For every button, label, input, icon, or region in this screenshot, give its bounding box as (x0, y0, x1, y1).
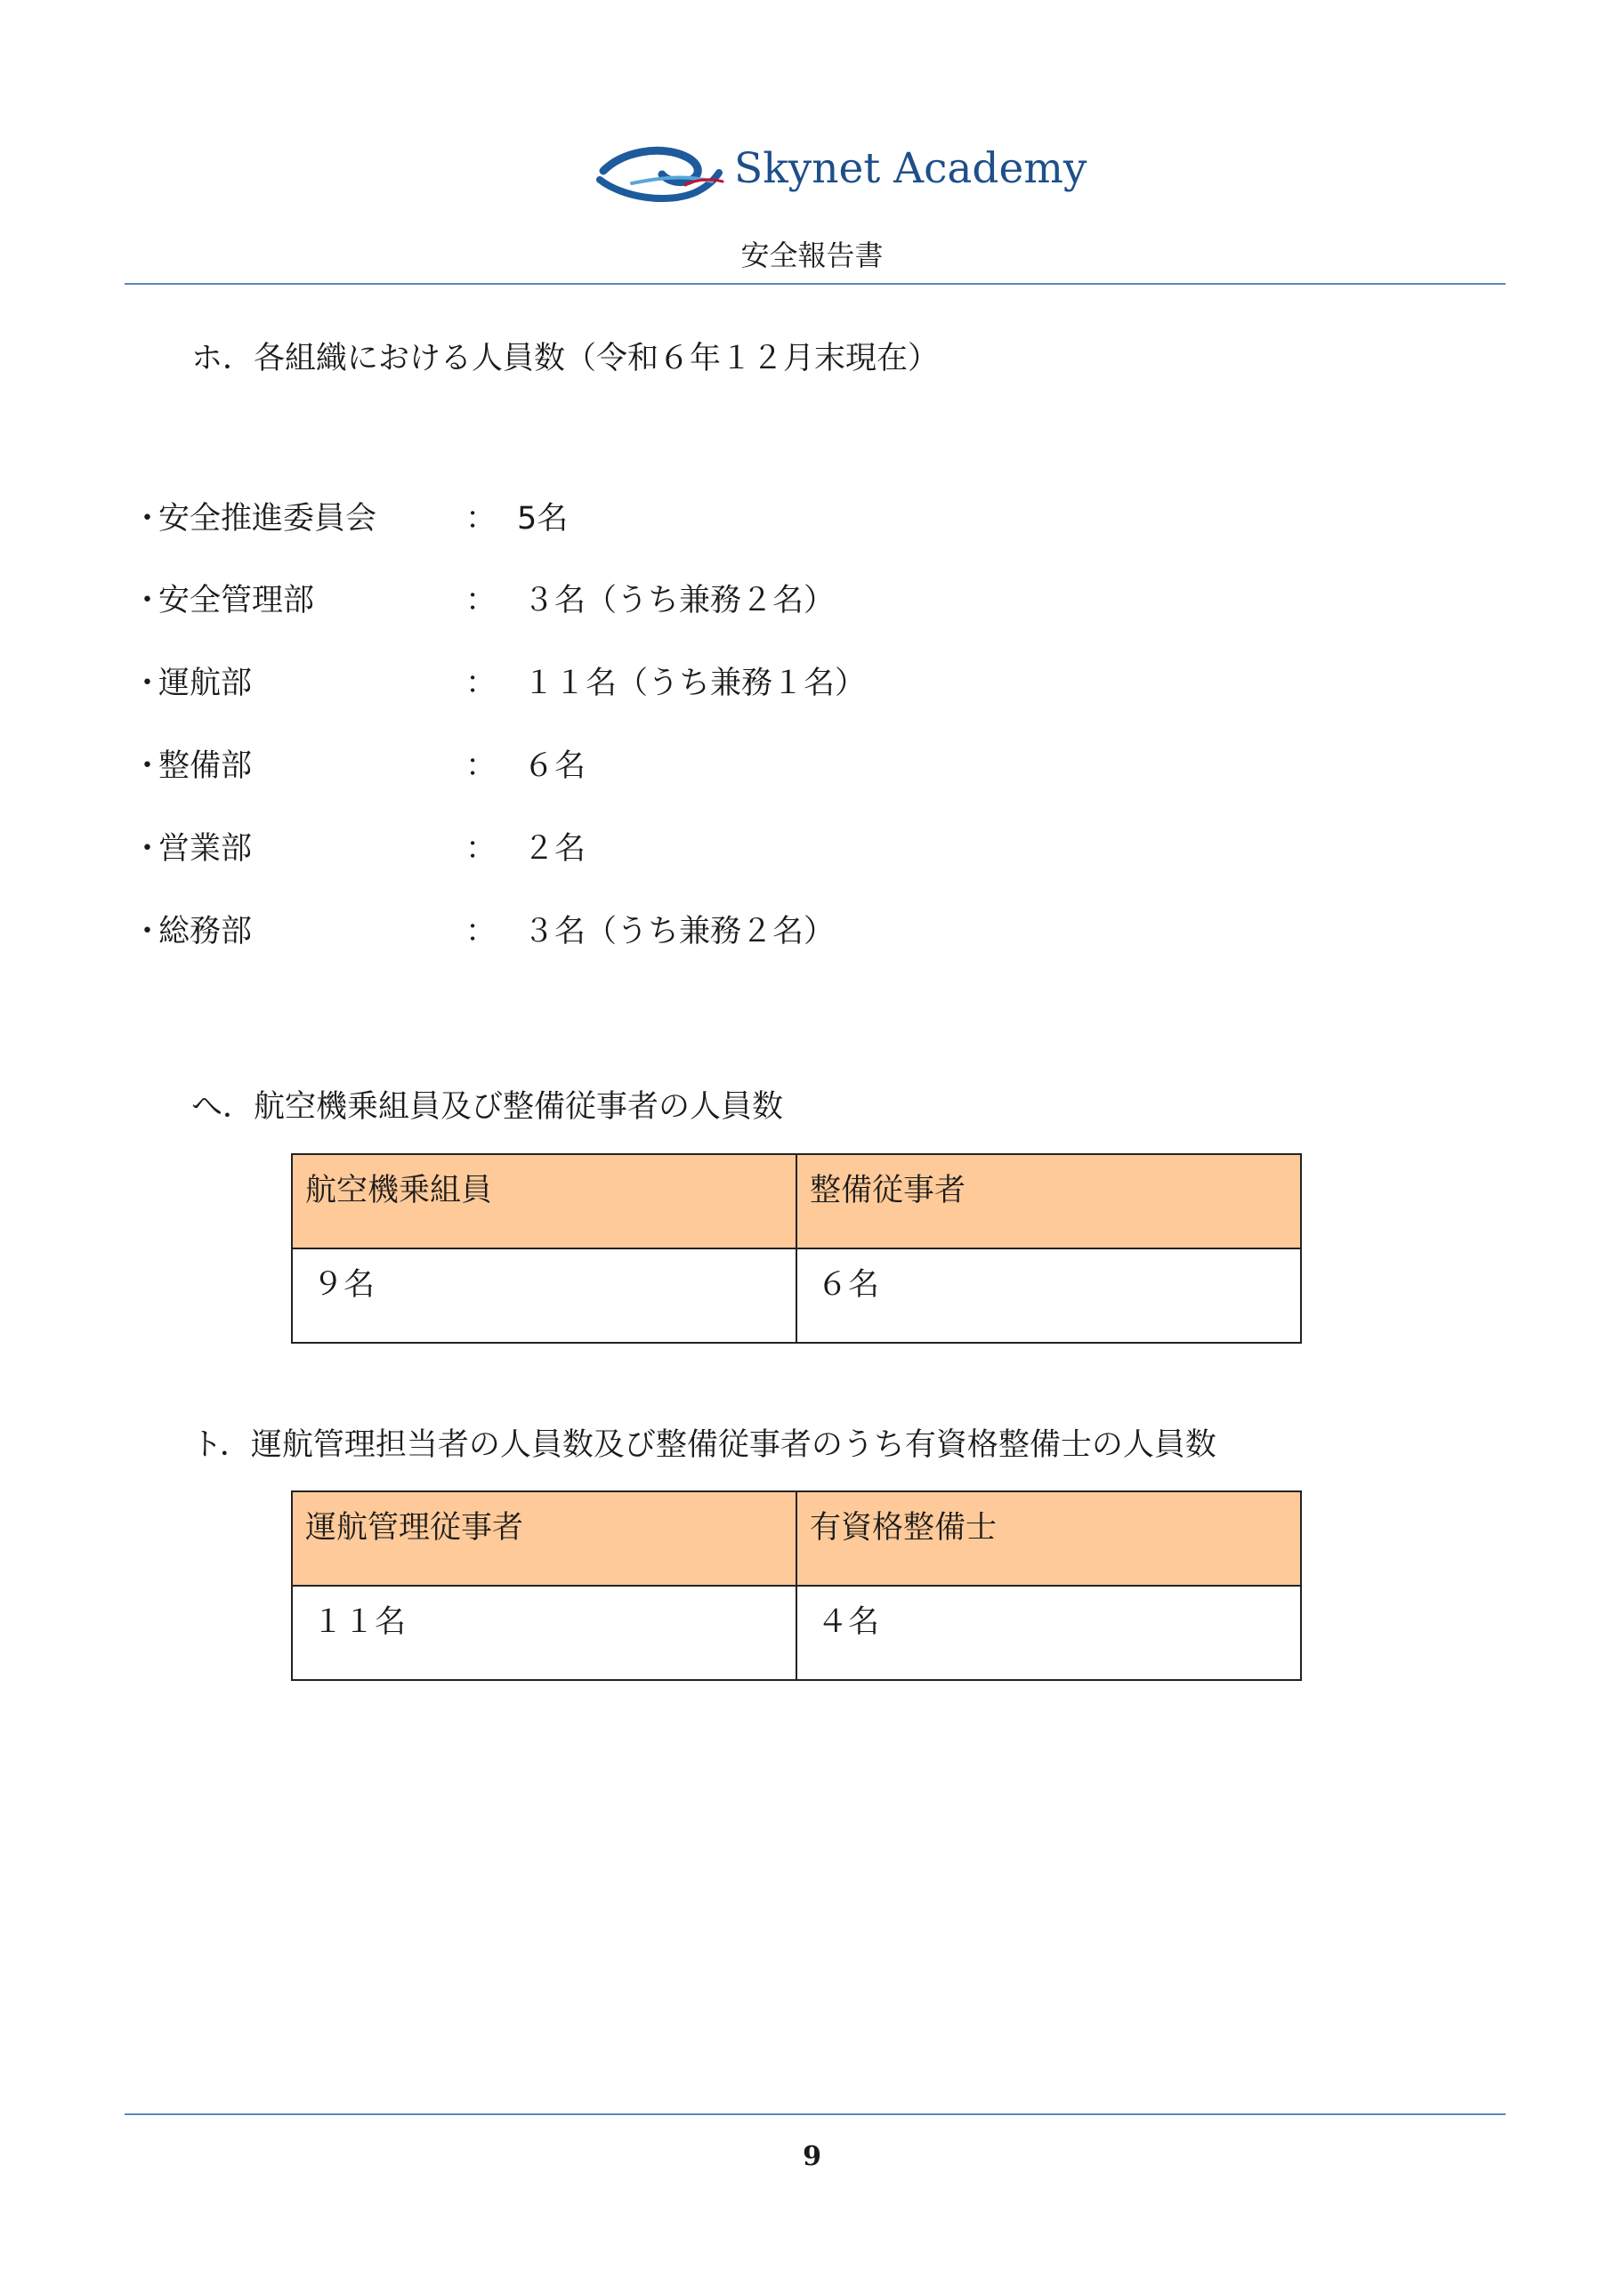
table-header-row (292, 1491, 1301, 1586)
crew-maintenance-table (291, 1153, 1302, 1344)
colon: ： (465, 831, 497, 867)
department-name: 安全管理部 (158, 583, 315, 618)
header-divider (125, 283, 1506, 285)
table-header-cell: 整備従事者 (796, 1154, 1301, 1248)
colon: ： (465, 501, 497, 537)
footer-divider (125, 2113, 1506, 2115)
bullet: ・ (132, 501, 164, 537)
bullet: ・ (132, 914, 164, 949)
table-cell: ４名 (796, 1586, 1301, 1680)
page-number: 9 (803, 2141, 821, 2172)
department-name: 運航部 (158, 666, 253, 701)
department-name: 整備部 (158, 748, 253, 784)
bullet: ・ (132, 748, 164, 784)
staff-count: ６名 (523, 748, 586, 784)
table-cell: ６名 (796, 1248, 1301, 1343)
colon: ： (465, 583, 497, 618)
section-ho-heading: ホ．各組織における人員数（令和６年１２月末現在） (191, 341, 940, 376)
bullet: ・ (132, 666, 164, 701)
section-to-heading: ト．運航管理担当者の人員数及び整備従事者のうち有資格整備士の人員数 (191, 1427, 1216, 1463)
table-row (292, 1586, 1301, 1680)
logo-text: Skynet Academy (734, 144, 1087, 193)
department-name: 総務部 (158, 914, 253, 949)
table-cell: １１名 (292, 1586, 796, 1680)
colon: ： (465, 748, 497, 784)
colon: ： (465, 666, 497, 701)
table-cell: ９名 (292, 1248, 796, 1343)
bullet: ・ (132, 831, 164, 867)
staff-count: 5名 (517, 501, 569, 537)
table-row (292, 1248, 1301, 1343)
staff-count: ３名（うち兼務２名） (523, 583, 836, 618)
document-title: 安全報告書 (740, 238, 884, 272)
table-header-cell: 有資格整備士 (796, 1491, 1301, 1586)
bullet: ・ (132, 583, 164, 618)
table-header-row (292, 1154, 1301, 1248)
staff-count: ３名（うち兼務２名） (523, 914, 836, 949)
staff-count: ２名 (523, 831, 586, 867)
colon: ： (465, 914, 497, 949)
table-header-cell: 運航管理従事者 (292, 1491, 796, 1586)
table-header-cell: 航空機乗組員 (292, 1154, 796, 1248)
dispatch-mechanic-table (291, 1490, 1302, 1681)
staff-count: １１名（うち兼務１名） (523, 666, 867, 701)
department-name: 安全推進委員会 (158, 501, 377, 537)
department-name: 営業部 (158, 831, 253, 867)
skynet-wave-logo-icon (596, 133, 730, 214)
company-logo (596, 133, 1087, 214)
section-he-heading: へ．航空機乗組員及び整備従事者の人員数 (191, 1089, 784, 1125)
